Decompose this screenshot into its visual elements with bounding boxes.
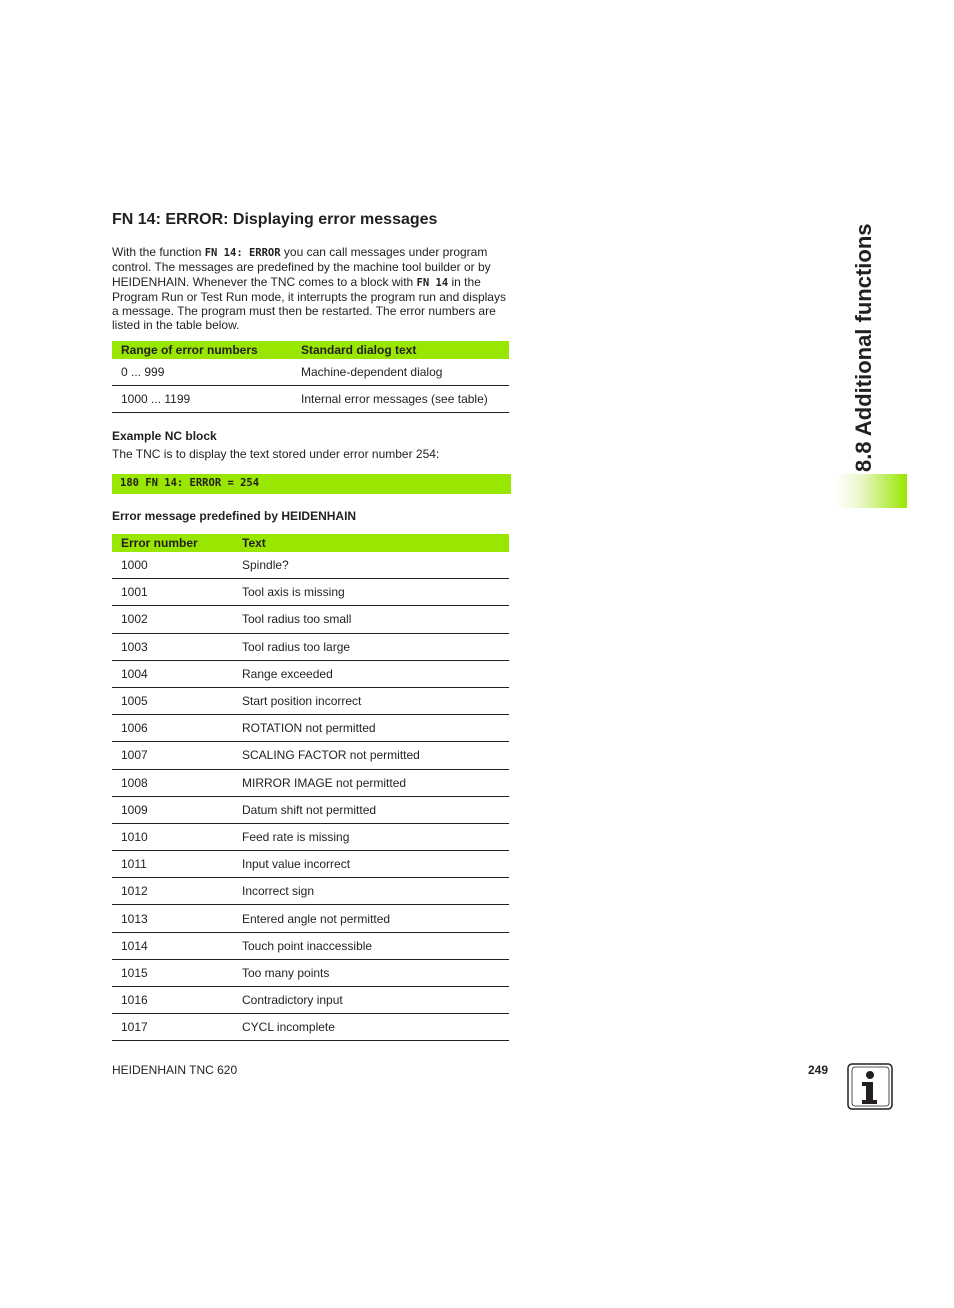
table-row <box>112 932 509 959</box>
table-row <box>112 359 509 386</box>
error-number-cell: 1013 <box>112 905 233 932</box>
error-text-cell: Range exceeded <box>233 660 509 687</box>
error-number-cell: 1001 <box>112 579 233 606</box>
table-row <box>112 987 509 1014</box>
error-text-cell: MIRROR IMAGE not permitted <box>233 769 509 796</box>
range-table <box>112 341 509 413</box>
example-title: Example NC block <box>112 429 217 443</box>
chapter-title: 8.8 Additional functions <box>851 223 876 472</box>
error-text-cell: Feed rate is missing <box>233 823 509 850</box>
error-number-cell: 1003 <box>112 633 233 660</box>
inline-code: FN 14: ERROR <box>204 247 281 259</box>
error-number-cell: 1006 <box>112 715 233 742</box>
table-row <box>112 715 509 742</box>
table-row <box>112 1014 509 1041</box>
error-text-cell: ROTATION not permitted <box>233 715 509 742</box>
table-row <box>112 823 509 850</box>
error-text-cell: Incorrect sign <box>233 878 509 905</box>
column-header: Range of error numbers <box>112 341 292 359</box>
code-block: 180 FN 14: ERROR = 254 <box>112 474 511 494</box>
error-number-cell: 1009 <box>112 796 233 823</box>
error-number-cell: 1004 <box>112 660 233 687</box>
table-header-row <box>112 534 509 552</box>
error-number-cell: 1008 <box>112 769 233 796</box>
error-text-cell: Input value incorrect <box>233 851 509 878</box>
chapter-tab <box>836 474 907 508</box>
error-number-cell: 1015 <box>112 959 233 986</box>
table-row <box>112 633 509 660</box>
error-text-cell: Tool radius too large <box>233 633 509 660</box>
inline-code: FN 14 <box>416 276 449 289</box>
error-text-cell: Entered angle not permitted <box>233 905 509 932</box>
table-row <box>112 959 509 986</box>
page-number: 249 <box>808 1063 829 1077</box>
range-cell: 0 ... 999 <box>112 359 292 386</box>
dialog-text-cell: Internal error messages (see table) <box>292 386 509 413</box>
table-row <box>112 386 509 413</box>
table-row <box>112 769 509 796</box>
error-number-cell: 1016 <box>112 987 233 1014</box>
error-number-cell: 1017 <box>112 1014 233 1041</box>
table-header-row <box>112 341 509 359</box>
error-text-cell: Touch point inaccessible <box>233 932 509 959</box>
table-row <box>112 606 509 633</box>
error-number-cell: 1000 <box>112 552 233 579</box>
table-row <box>112 742 509 769</box>
column-header: Text <box>233 534 509 552</box>
column-header: Standard dialog text <box>292 341 509 359</box>
error-number-cell: 1012 <box>112 878 233 905</box>
error-text-cell: CYCL incomplete <box>233 1014 509 1041</box>
error-text-cell: Spindle? <box>233 552 509 579</box>
table-row <box>112 796 509 823</box>
predefined-title: Error message predefined by HEIDENHAIN <box>112 509 357 523</box>
table-row <box>112 579 509 606</box>
intro-text: With the function <box>112 245 205 259</box>
intro-text: in the Program Run or Test Run mode, it interrupts the program run and displays a message. The program must then be restarted. The error numbers are listed in the table below. <box>112 274 506 333</box>
error-number-cell: 1011 <box>112 851 233 878</box>
table-row <box>112 552 509 579</box>
section-heading: FN 14: ERROR: Displaying error messages <box>112 211 438 228</box>
error-number-cell: 1002 <box>112 606 233 633</box>
error-number-cell: 1005 <box>112 687 233 714</box>
error-text-cell: Tool radius too small <box>233 606 509 633</box>
range-cell: 1000 ... 1199 <box>112 386 292 413</box>
error-text-cell: Tool axis is missing <box>233 579 509 606</box>
table-row <box>112 905 509 932</box>
error-number-cell: 1007 <box>112 742 233 769</box>
error-text-cell: Datum shift not permitted <box>233 796 509 823</box>
dialog-text-cell: Machine-dependent dialog <box>292 359 509 386</box>
error-number-cell: 1010 <box>112 823 233 850</box>
error-table <box>112 534 509 1041</box>
table-row <box>112 687 509 714</box>
error-text-cell: SCALING FACTOR not permitted <box>233 742 509 769</box>
footer-product: HEIDENHAIN TNC 620 <box>112 1063 238 1077</box>
info-icon <box>847 1063 893 1110</box>
table-row <box>112 851 509 878</box>
intro-paragraph <box>112 245 510 333</box>
table-row <box>112 878 509 905</box>
table-row <box>112 660 509 687</box>
error-number-cell: 1014 <box>112 932 233 959</box>
column-header: Error number <box>112 534 233 552</box>
error-text-cell: Contradictory input <box>233 987 509 1014</box>
example-text: The TNC is to display the text stored under error number 254: <box>112 447 440 461</box>
error-text-cell: Too many points <box>233 959 509 986</box>
error-text-cell: Start position incorrect <box>233 687 509 714</box>
intro-text: you can call messages under program control. The messages are predefined by the machine tool builder or by HEIDENHAIN. Whenever the TNC comes to a block with <box>112 245 491 289</box>
